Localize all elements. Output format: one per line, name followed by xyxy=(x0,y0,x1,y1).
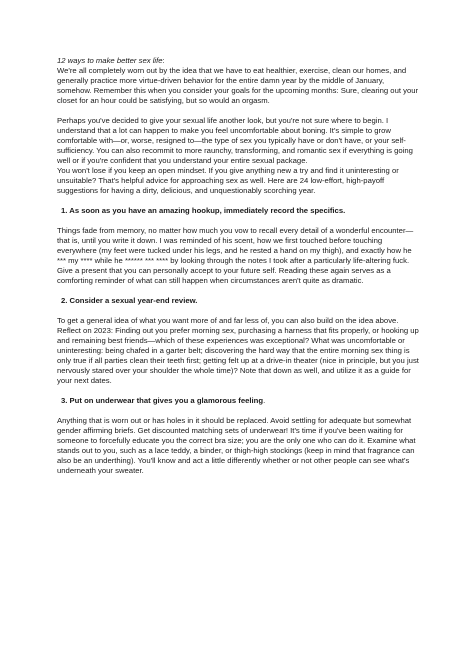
section-3-heading: 3. Put on underwear that gives you a glamorous feeling xyxy=(61,396,264,405)
section-1-body: Things fade from memory, no matter how much you vow to recall every detail of a wonderful encounter—that is, until you write it down. I was reminded of his scent, how we first touched before touching everywhere (my feet were tucked under his legs, and he rested a hand on my thigh), and exactly how he *** my **** while he ****** *** **** by looking through the notes I took after a particularly life-altering fuck. Give a present that you can personally accept to your future self. Reading these again serves as a comforting reminder of what can still happen when circumstances aren't quite as dramatic. xyxy=(57,226,414,285)
document-title: 12 ways to make better sex life xyxy=(57,56,163,65)
section-2-body: To get a general idea of what you want more of and far less of, you can also build on the idea above. Reflect on 2023: Finding out you prefer morning sex, purchasing a harness that fits properly, or hooking up and remaining best friends—which of these experiences was exceptional? What was uncomfortable or uninteresting: being chafed in a garter belt; discovering the hard way that the entire morning sex thing is only true if all parties clean their teeth first; getting felt up at a drive-in theater (nice in principle, but you just nervously stared over your shoulder the whole time)? Note that down as well, and utilize it as a guide for your next dates. xyxy=(57,316,419,385)
section-2-heading: 2. Consider a sexual year-end review. xyxy=(61,296,198,305)
section-3-heading-period: . xyxy=(263,396,266,405)
document-title-colon: : xyxy=(162,56,165,65)
section-3-heading-line xyxy=(57,396,419,406)
intro-paragraph-3: You won't lose if you keep an open mindset. If you give anything new a try and find it uninteresting or unsuitable? That's helpful advice for approaching sex as well. Here are 24 low-effort, high-payoff suggestions for having a dirty, delicious, and unquestionably scorching year. xyxy=(57,166,399,195)
section-3-body: Anything that is worn out or has holes in it should be replaced. Avoid settling for adequate but somewhat gender affirming briefs. Get discounted matching sets of underwear! It's time if you've been waiting for someone to forcefully educate you the correct bra size; you are the only one who can do it. Examine what stands out to you, such as a lace teddy, a binder, or thigh-high stockings (keep in mind that fragrance can also be an underthing). You'll know and act a little differently whether or not other people can see what's underneath your sweater. xyxy=(57,416,416,475)
intro-paragraph-1: We're all completely worn out by the idea that we have to eat healthier, exercise, clean our homes, and generally practice more virtue-driven behavior for the entire damn year by the middle of January, somehow. Remember this when you consider your goals for the upcoming months: Sure, clearing out your closet for an hour could be satisfying, but so would an orgasm. xyxy=(57,66,419,105)
document-title-line xyxy=(57,56,419,66)
document-page xyxy=(57,56,419,476)
section-1-heading: 1. As soon as you have an amazing hookup, immediately record the specifics. xyxy=(61,206,346,215)
intro-paragraph-2: Perhaps you've decided to give your sexual life another look, but you're not sure where to begin. I understand that a lot can happen to make you feel uncomfortable about boning. It's simple to grow comfortable with—or, worse, resigned to—the type of sex you typically have or don't have, or your self-sufficiency. You can also recommit to more raunchy, transforming, and romantic sex if everything is going well or if you're confident that you understand your entire sexual package. xyxy=(57,116,413,165)
